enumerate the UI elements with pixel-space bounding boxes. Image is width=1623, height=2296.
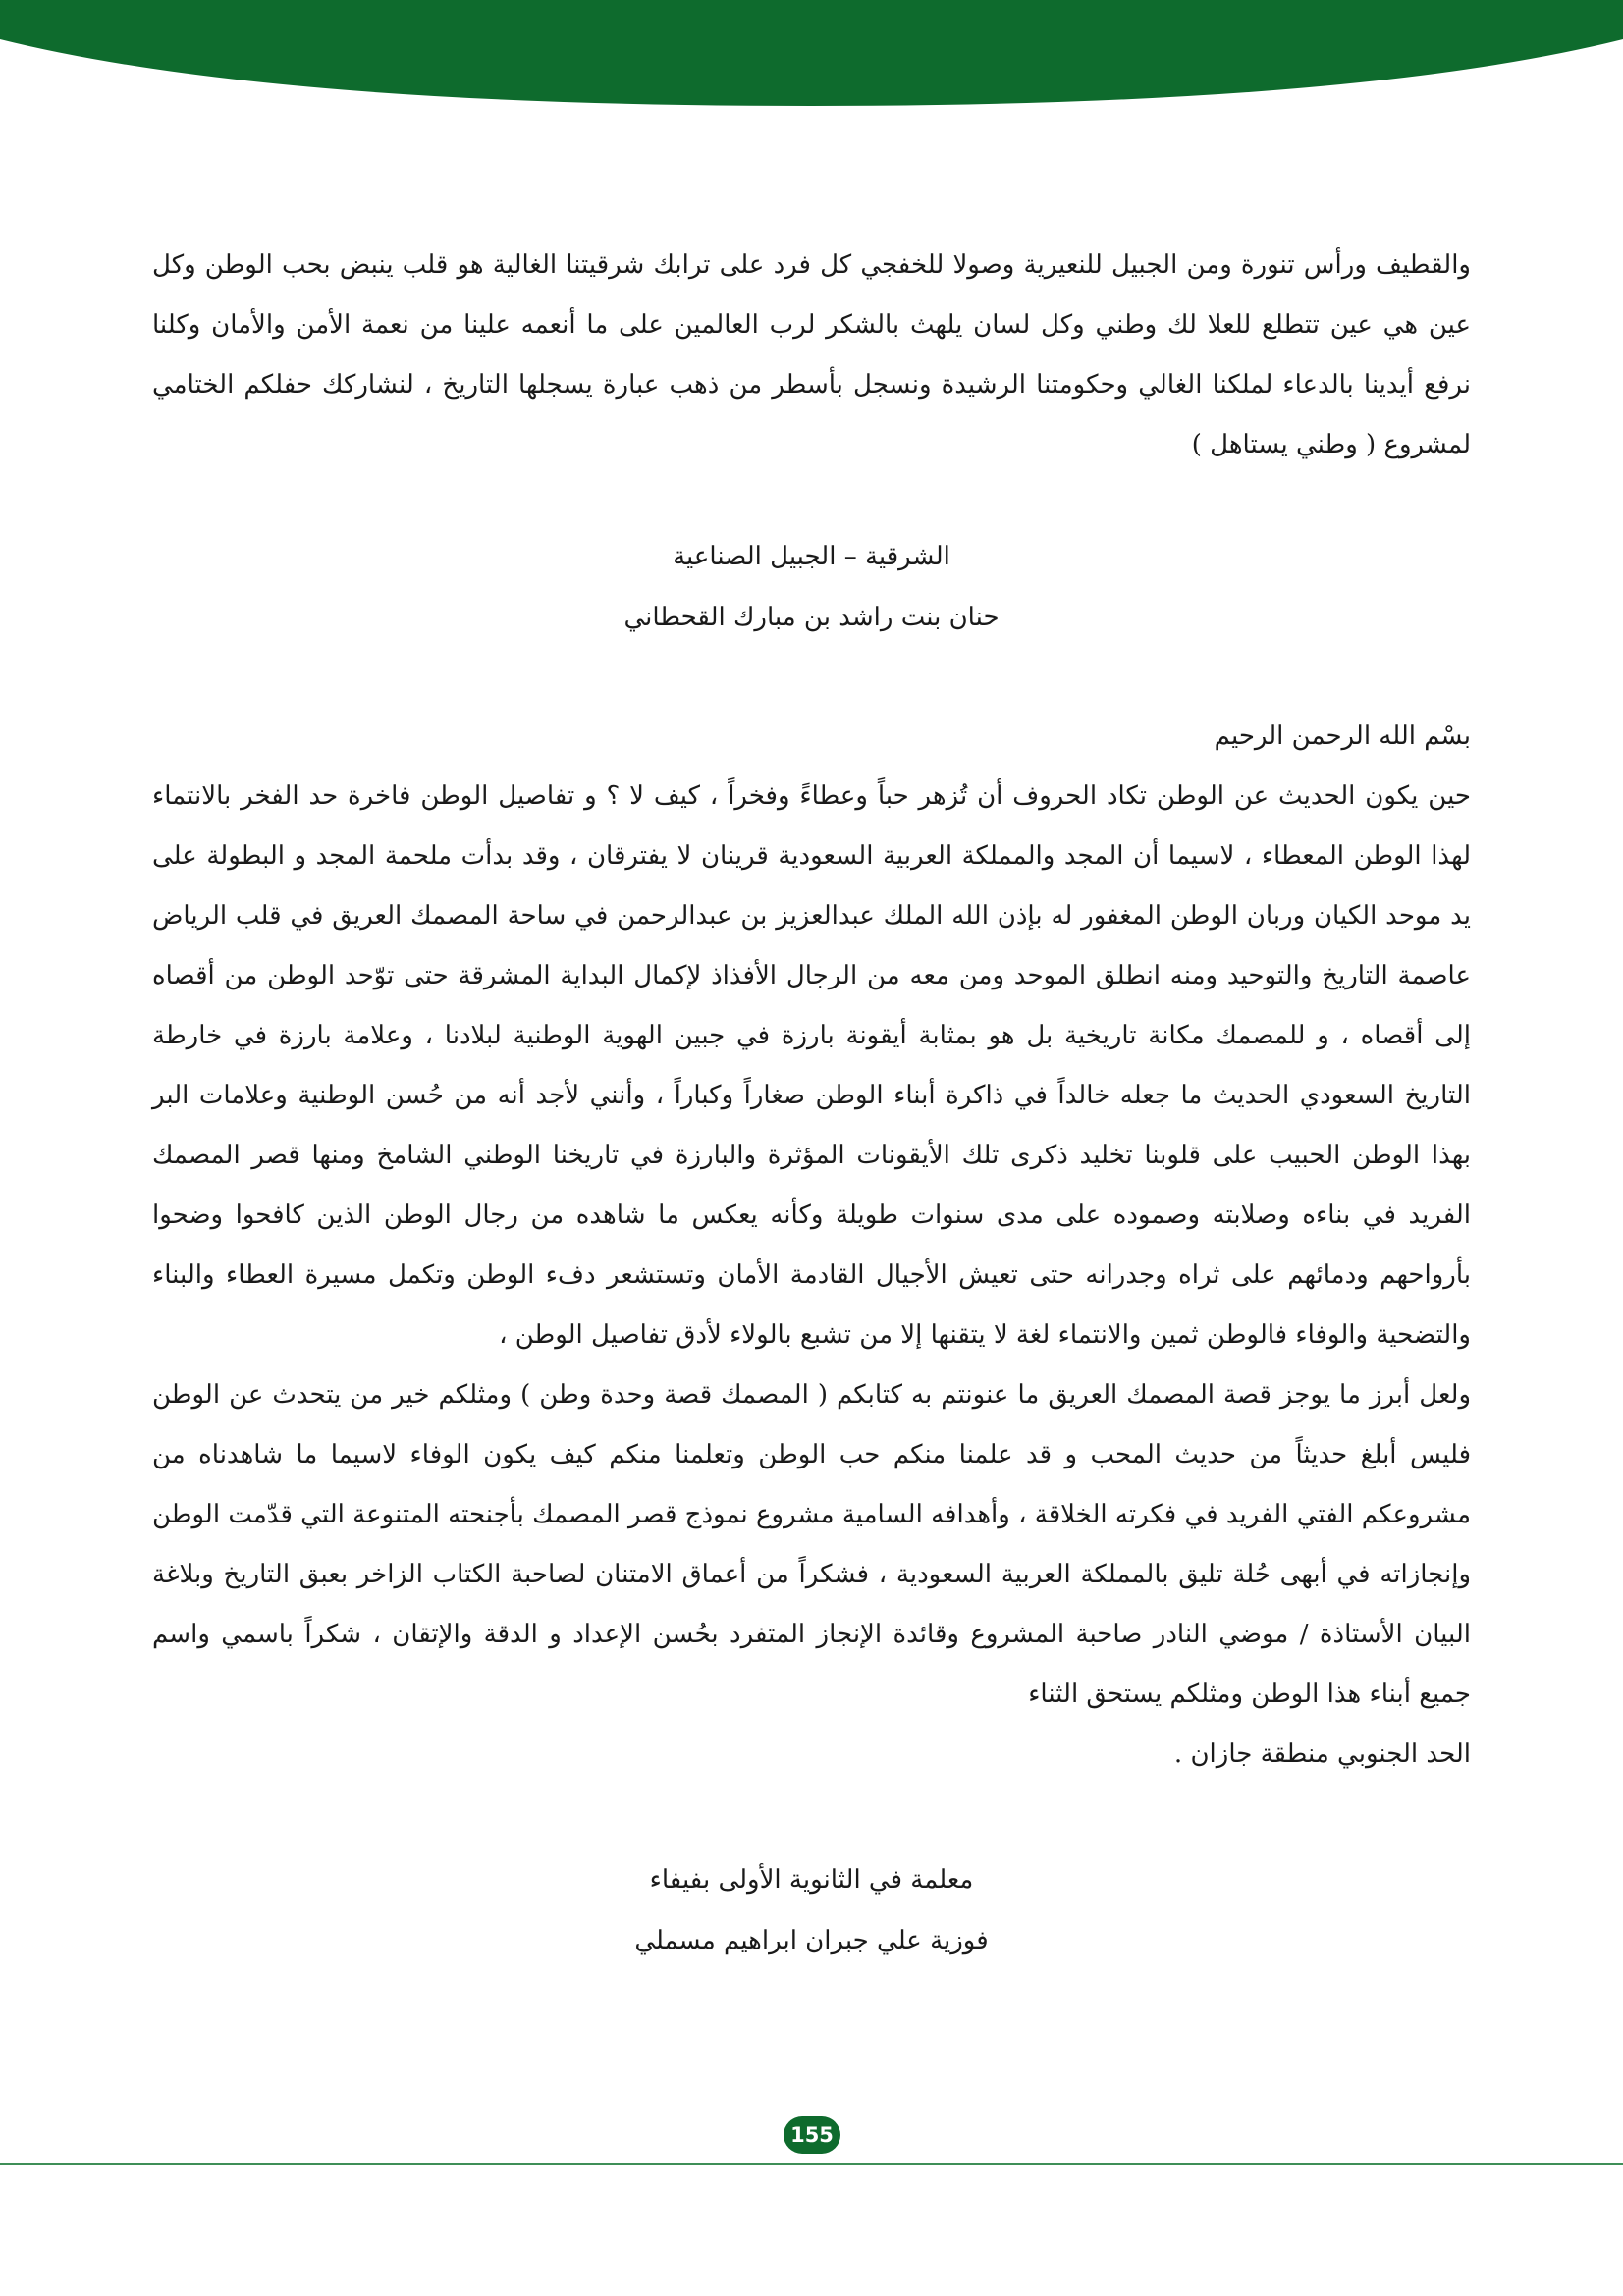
signature-2-title: معلمة في الثانوية الأولى بفيفاء (649, 1865, 974, 1895)
signature-block-2 (152, 1849, 1471, 1971)
signature-1-name: حنان بنت راشد بن مبارك القحطاني (623, 603, 1000, 632)
signature-2-name: فوزية علي جبران ابراهيم مسملي (634, 1926, 989, 1955)
letter-closing-line: الحد الجنوبي منطقة جازان . (1173, 1739, 1471, 1769)
spacer (152, 648, 1471, 707)
header-band-shape (0, 0, 1623, 106)
spacer (152, 1785, 1471, 1849)
letter (152, 707, 1471, 1785)
header-green-band (0, 0, 1623, 108)
letter-paragraph-2: ولعل أبرز ما يوجز قصة المصمك العريق ما عنونتم به كتابكم ( المصمك قصة وحدة وطن ) ومثلكم خير من يتحدث عن الوطن فليس أبلغ حديثاً من حديث المحب و قد علمنا منكم حب الوطن وتعلمنا منكم كيف يكون الوفاء لاسيما ما شاهدناه من مشروعكم الفتي الفريد في فكرته الخلاقة ، وأهدافه السامية مشروع نموذج قصر المصمك بأجنحته المتنوعة التي قدّمت الوطن وإنجازاته في أبهى حُلة تليق بالمملكة العربية السعودية ، فشكراً من أعماق الامتنان لصاحبة الكتاب الزاخر بعبق التاريخ وبلاغة البيان الأستاذة / موضي النادر صاحبة المشروع وقائدة الإنجاز المتفرد بحُسن الإعداد و الدقة والإتقان ، شكراً باسمي واسم جميع أبناء هذا الوطن ومثلكم يستحق الثناء (152, 1380, 1471, 1709)
page-number: 155 (784, 2116, 840, 2154)
page-body (152, 236, 1471, 1971)
spacer (152, 475, 1471, 526)
signature-block-1 (152, 526, 1471, 648)
basmala: بسْم الله الرحمن الرحيم (1214, 721, 1471, 751)
footer-rule (0, 2163, 1623, 2165)
letter-paragraph-1: حين يكون الحديث عن الوطن تكاد الحروف أن تُزهر حباً وعطاءً وفخراً ، كيف لا ؟ و تفاصيل الوطن فاخرة حد الفخر بالانتماء لهذا الوطن المعطاء ، لاسيما أن المجد والمملكة العربية السعودية قرينان لا يفترقان ، وقد بدأت ملحمة المجد و البطولة على يد موحد الكيان وربان الوطن المغفور له بإذن الله الملك عبدالعزيز بن عبدالرحمن في ساحة المصمك العريق في قلب الرياض عاصمة التاريخ والتوحيد ومنه انطلق الموحد ومن معه من الرجال الأفذاذ لإكمال البداية المشرقة حتى توّحد الوطن من أقصاه إلى أقصاه ، و للمصمك مكانة تاريخية بل هو بمثابة أيقونة بارزة في جبين الهوية الوطنية لبلادنا ، وعلامة بارزة في خارطة التاريخ السعودي الحديث ما جعله خالداً في ذاكرة أبناء الوطن صغاراً وكباراً ، وأنني لأجد أنه من حُسن الوطنية وعلامات البر بهذا الوطن الحبيب على قلوبنا تخليد ذكرى تلك الأيقونات المؤثرة والبارزة في تاريخنا الوطني الشامخ ومنها قصر المصمك الفريد في بناءه وصلابته وصموده على مدى سنوات طويلة وكأنه يعكس ما شاهده من رجال الوطن الذين كافحوا وضحوا بأرواحهم ودمائهم على ثراه وجدرانه حتى تعيش الأجيال القادمة الأمان وتستشعر دفء الوطن وتكمل مسيرة العطاء والبناء والتضحية والوفاء فالوطن ثمين والانتماء لغة لا يتقنها إلا من تشبع بالولاء لأدق تفاصيل الوطن ، (152, 781, 1471, 1350)
signature-1-location: الشرقية – الجبيل الصناعية (673, 542, 950, 571)
intro-paragraph: والقطيف ورأس تنورة ومن الجبيل للنعيرية وصولا للخفجي كل فرد على ترابك شرقيتنا الغالية هو قلب ينبض بحب الوطن وكل عين هي عين تتطلع للعلا لك وطني وكل لسان يلهث بالشكر لرب العالمين على ما أنعمه علينا من نعمة الأمن والأمان وكلنا نرفع أيدينا بالدعاء لملكنا الغالي وحكومتنا الرشيدة ونسجل بأسطر من ذهب عبارة يسجلها التاريخ ، لنشاركك حفلكم الختامي لمشروع ( وطني يستاهل ) (152, 250, 1471, 459)
